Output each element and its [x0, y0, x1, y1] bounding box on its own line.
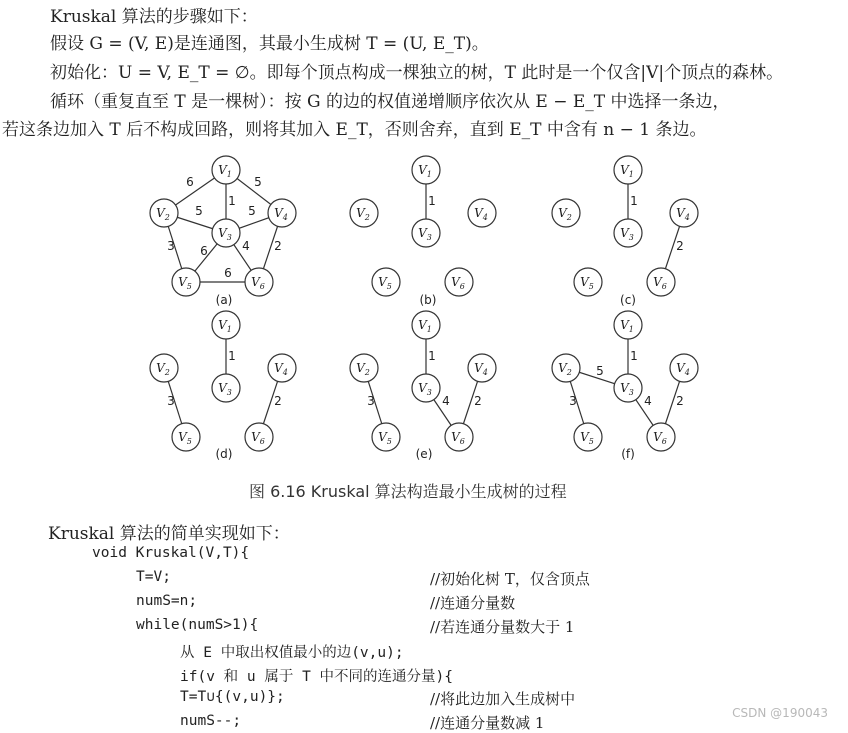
figure-panel [552, 311, 698, 461]
graph-node [574, 423, 602, 451]
algorithm-steps-heading: Kruskal 算法的步骤如下： [50, 7, 258, 27]
edge-weight-label: 1 [630, 194, 638, 208]
node-label: $V_3$ [620, 381, 634, 397]
graph-node [445, 423, 473, 451]
graph-node [150, 199, 178, 227]
loop-paragraph: 循环（重复直至 T 是一棵树）：按 G 的边的权值递增顺序依次从 E − E_T 中选择一条边， [50, 92, 730, 112]
edge-weight-label: 5 [596, 364, 604, 378]
edge-weight-label: 1 [428, 349, 436, 363]
assumption-paragraph: 假设 G = (V, E)是连通图，其最小生成树 T = (U, E_T)。 [50, 34, 489, 54]
graph-node [412, 311, 440, 339]
graph-node [212, 311, 240, 339]
graph-node [552, 354, 580, 382]
node-label: $V_1$ [218, 163, 232, 179]
edge-weight-label: 4 [442, 394, 450, 408]
graph-node [245, 423, 273, 451]
edge-weight-label: 2 [676, 394, 684, 408]
graph-node [574, 268, 602, 296]
node-label: $V_3$ [218, 226, 232, 242]
graph-node [670, 199, 698, 227]
node-label: $V_5$ [378, 275, 392, 291]
node-label: $V_5$ [378, 430, 392, 446]
node-label: $V_6$ [251, 275, 265, 291]
edge-weight-label: 6 [224, 266, 232, 280]
node-label: $V_2$ [558, 206, 572, 222]
node-label: $V_2$ [356, 206, 370, 222]
node-label: $V_5$ [178, 275, 192, 291]
figure-panel [150, 156, 296, 307]
node-label: $V_1$ [218, 318, 232, 334]
node-label: $V_3$ [418, 381, 432, 397]
graph-node [268, 199, 296, 227]
node-label: $V_6$ [451, 275, 465, 291]
edge-weight-label: 5 [248, 204, 256, 218]
loop-paragraph-cont: 若这条边加入 T 后不构成回路，则将其加入 E_T，否则舍弃，直到 E_T 中含有 n − 1 条边。 [2, 120, 707, 140]
edge-weight-label: 5 [254, 175, 262, 189]
node-label: $V_5$ [580, 430, 594, 446]
code-line: 从 E 中取出权值最小的边(v,u); [180, 645, 404, 661]
init-paragraph: 初始化：U = V, E_T = ∅。即每个顶点构成一棵独立的树，T 此时是一个仅含|V|个顶点的森林。 [50, 63, 784, 83]
figure-panel [552, 156, 698, 307]
graph-node [350, 354, 378, 382]
node-label: $V_3$ [218, 381, 232, 397]
code-comment: //初始化树 T，仅含顶点 [430, 570, 590, 588]
node-label: $V_2$ [356, 361, 370, 377]
csdn-watermark: CSDN @190043 [732, 706, 828, 720]
edge-weight-label: 1 [428, 194, 436, 208]
edge-weight-label: 2 [274, 239, 282, 253]
node-label: $V_2$ [156, 206, 170, 222]
edge-weight-label: 4 [644, 394, 652, 408]
graph-node [412, 156, 440, 184]
graph-node [614, 156, 642, 184]
edge-weight-label: 4 [242, 239, 250, 253]
code-line: numS=n; [136, 593, 198, 609]
node-label: $V_1$ [418, 163, 432, 179]
node-label: $V_4$ [474, 206, 488, 222]
graph-node [445, 268, 473, 296]
edge-weight-label: 2 [274, 394, 282, 408]
edge-weight-label: 2 [676, 239, 684, 253]
graph-node [372, 268, 400, 296]
node-label: $V_4$ [274, 206, 288, 222]
code-comment: //将此边加入生成树中 [430, 690, 576, 708]
edge-weight-label: 6 [200, 244, 208, 258]
code-line: T=T∪{(v,u)}; [180, 689, 285, 705]
graph-node [150, 354, 178, 382]
node-label: $V_6$ [653, 275, 667, 291]
graph-node [372, 423, 400, 451]
graph-node [614, 374, 642, 402]
node-label: $V_6$ [251, 430, 265, 446]
code-comment: //连通分量数 [430, 594, 516, 612]
graph-node [172, 423, 200, 451]
panel-label: (c) [620, 293, 636, 307]
node-label: $V_1$ [418, 318, 432, 334]
node-label: $V_2$ [156, 361, 170, 377]
edge-weight-label: 3 [167, 239, 175, 253]
edge-weight-label: 2 [474, 394, 482, 408]
node-label: $V_4$ [274, 361, 288, 377]
node-label: $V_6$ [451, 430, 465, 446]
node-label: $V_5$ [580, 275, 594, 291]
code-heading: Kruskal 算法的简单实现如下： [48, 524, 290, 544]
code-line: T=V; [136, 569, 171, 585]
code-comment: //若连通分量数大于 1 [430, 618, 575, 636]
code-line: void Kruskal(V,T){ [92, 545, 250, 561]
graph-node [552, 199, 580, 227]
edge-weight-label: 3 [367, 394, 375, 408]
graph-node [245, 268, 273, 296]
edge-weight-label: 3 [569, 394, 577, 408]
node-label: $V_4$ [676, 361, 690, 377]
node-label: $V_6$ [653, 430, 667, 446]
graph-node [412, 374, 440, 402]
panel-label: (b) [419, 293, 437, 307]
node-label: $V_2$ [558, 361, 572, 377]
figure-panel [350, 156, 496, 307]
figure-panel [350, 311, 496, 461]
graph-node [212, 219, 240, 247]
node-label: $V_5$ [178, 430, 192, 446]
code-comment: //连通分量数减 1 [430, 714, 545, 732]
figure-panel [150, 311, 296, 461]
node-label: $V_3$ [620, 226, 634, 242]
graph-node [350, 199, 378, 227]
panel-label: (a) [215, 293, 233, 307]
edge-weight-label: 1 [630, 349, 638, 363]
panel-label: (e) [415, 447, 433, 461]
node-label: $V_3$ [418, 226, 432, 242]
graph-node [212, 374, 240, 402]
edge-weight-label: 6 [186, 175, 194, 189]
graph-node [268, 354, 296, 382]
graph-node [468, 354, 496, 382]
graph-node [614, 311, 642, 339]
edge-weight-label: 3 [167, 394, 175, 408]
panel-label: (f) [621, 447, 635, 461]
figure-caption: 图 6.16 Kruskal 算法构造最小生成树的过程 [249, 482, 567, 501]
graph-node [212, 156, 240, 184]
edge-weight-label: 5 [195, 204, 203, 218]
graph-node [468, 199, 496, 227]
code-line: while(numS>1){ [136, 617, 259, 633]
edge-weight-label: 1 [228, 349, 236, 363]
graph-node [647, 268, 675, 296]
node-label: $V_4$ [474, 361, 488, 377]
node-label: $V_1$ [620, 318, 634, 334]
graph-node [412, 219, 440, 247]
graph-node [670, 354, 698, 382]
graph-node [614, 219, 642, 247]
node-label: $V_4$ [676, 206, 690, 222]
edge-weight-label: 1 [228, 194, 236, 208]
panel-label: (d) [215, 447, 233, 461]
graph-node [647, 423, 675, 451]
code-line: numS--; [180, 713, 242, 729]
code-line: if(v 和 u 属于 T 中不同的连通分量){ [180, 669, 453, 685]
graph-node [172, 268, 200, 296]
node-label: $V_1$ [620, 163, 634, 179]
